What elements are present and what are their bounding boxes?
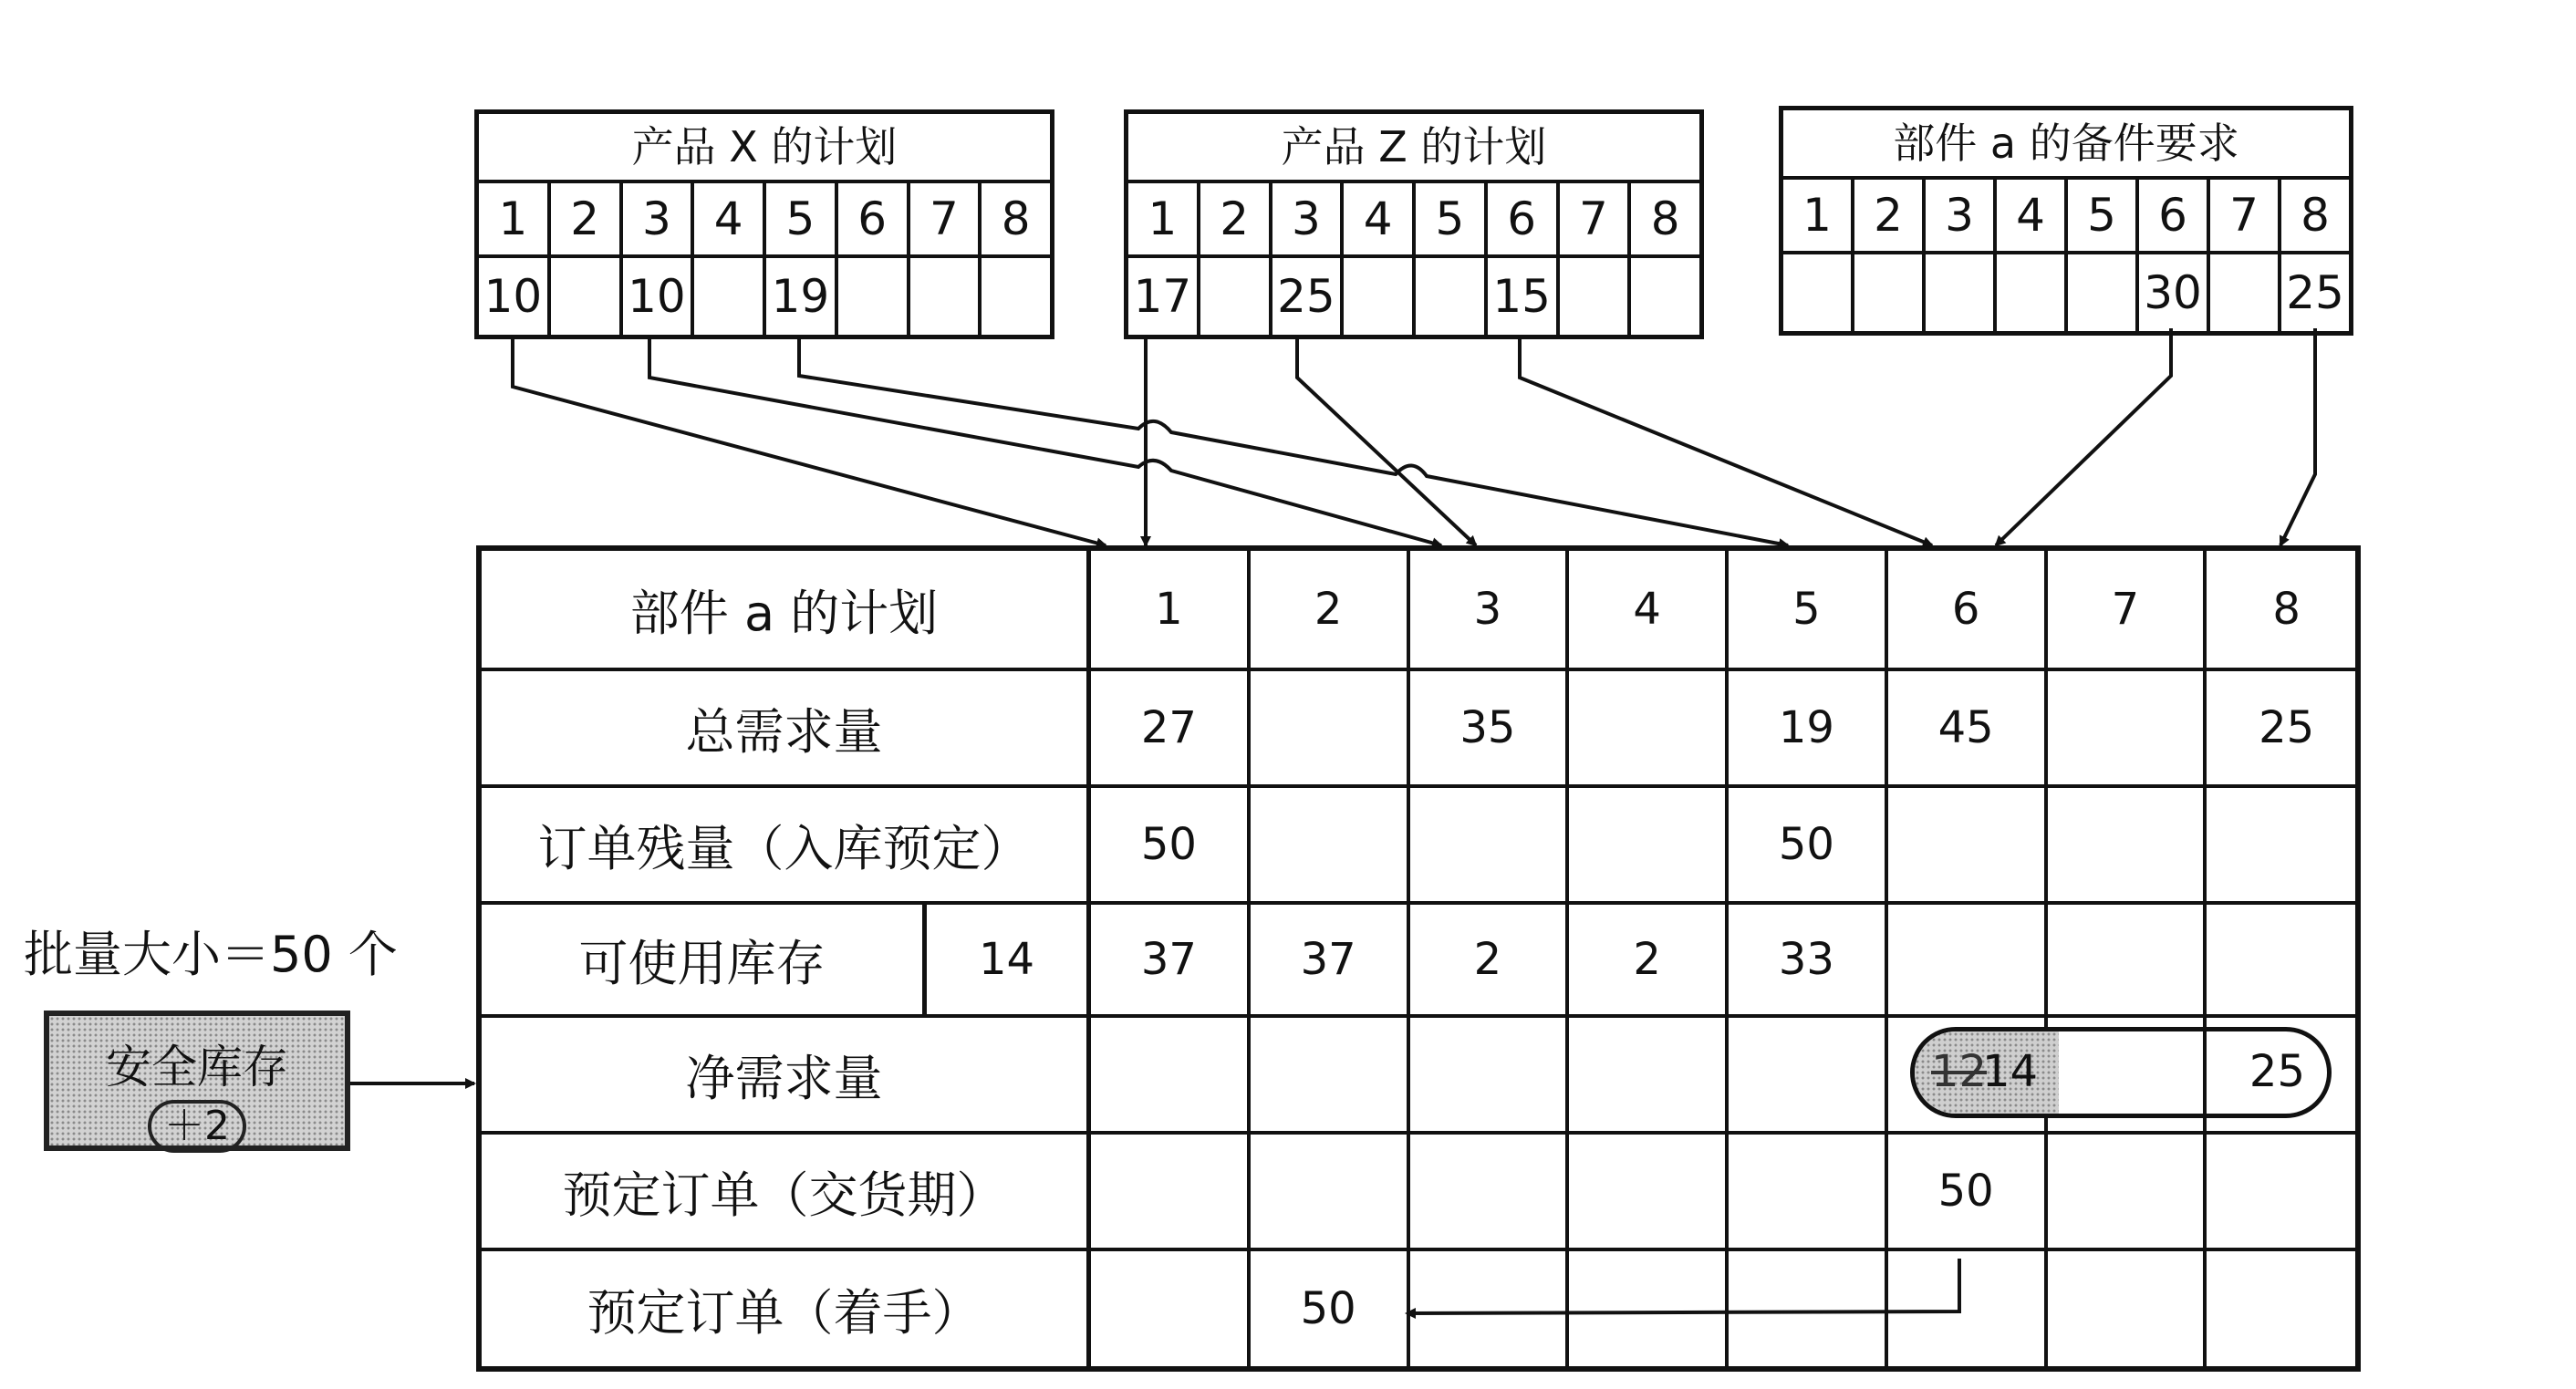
period-cell: 6 [838, 183, 910, 254]
row-value: 45 [1888, 671, 2048, 784]
period-cell: 4 [1997, 180, 2068, 251]
arrow-x1-to-a1 [513, 339, 1106, 545]
period-cell: 7 [910, 183, 982, 254]
value-cell: 17 [1128, 258, 1200, 335]
period-cell: 7 [2210, 180, 2281, 251]
period-cell: 2 [1854, 180, 1926, 251]
schedule-title: 产品 X 的计划 [479, 114, 1050, 183]
arrow-spare8-to-a8 [2280, 328, 2315, 545]
safety-stock-value: ＋2 [148, 1100, 246, 1153]
period-header: 8 [2272, 584, 2301, 635]
struck-value: 12 [1931, 1046, 1988, 1097]
period-cell: 5 [1416, 183, 1488, 254]
period-cell: 2 [1200, 183, 1272, 254]
period-cell: 4 [694, 183, 766, 254]
value-cell: 10 [479, 258, 551, 335]
row-value: 27 [1091, 671, 1251, 784]
period-header: 7 [2048, 551, 2207, 668]
period-cell: 1 [1128, 183, 1200, 254]
period-cell: 3 [623, 183, 695, 254]
value-cell: 10 [623, 258, 695, 335]
period-cell: 4 [1344, 183, 1416, 254]
row-value: 25 [2259, 702, 2315, 753]
schedule-title: 部件 a 的备件要求 [1783, 110, 2349, 180]
period-cell: 5 [766, 183, 838, 254]
period-cell: 7 [1560, 183, 1632, 254]
period-8-value: 25 [2249, 1046, 2305, 1097]
row-value: 50 [1091, 788, 1251, 901]
period-cell: 8 [1650, 192, 1680, 245]
arrow-spare6-to-a6 [1996, 328, 2171, 545]
row-value: 33 [1729, 905, 1888, 1014]
period-header: 4 [1569, 551, 1729, 668]
arrow-offset-lead-time [1407, 1259, 1959, 1313]
table-title: 部件 a 的计划 [482, 551, 1091, 668]
row-value: 37 [1091, 905, 1251, 1014]
arrow-x3-to-a3 [649, 339, 1441, 545]
period-cell: 6 [2139, 180, 2210, 251]
row-value: 19 [1729, 671, 1888, 784]
period-cell: 8 [2301, 189, 2330, 242]
row-value: 2 [1410, 905, 1570, 1014]
schedule-title: 产品 Z 的计划 [1128, 114, 1699, 183]
period-header: 6 [1888, 551, 2048, 668]
period-cell: 2 [551, 183, 623, 254]
safety-stock-label: 安全库存 [106, 1041, 288, 1094]
period-cell: 3 [1926, 180, 1997, 251]
period-header: 1 [1091, 551, 1251, 668]
row-label: 总需求量 [482, 671, 1091, 784]
row-label: 预定订单（着手） [482, 1251, 1091, 1366]
value-cell: 19 [766, 258, 838, 335]
value-cell: 25 [1272, 258, 1345, 335]
lot-size-label: 批量大小＝50 个 [24, 926, 398, 983]
row-value: 35 [1410, 671, 1570, 784]
row-value: 50 [1251, 1251, 1410, 1366]
arrow-x5-to-a5 [799, 339, 1788, 545]
corrected-value: 14 [1982, 1046, 2039, 1097]
period-cell: 3 [1272, 183, 1345, 254]
row-value: 50 [1729, 788, 1888, 901]
arrow-z6-to-a6 [1520, 339, 1932, 545]
period-header: 2 [1251, 551, 1410, 668]
row-label: 预定订单（交货期） [482, 1135, 1091, 1248]
period-header: 5 [1729, 551, 1888, 668]
row-value: 37 [1251, 905, 1410, 1014]
value-cell: 30 [2139, 254, 2210, 331]
row-value: 50 [1888, 1135, 2048, 1248]
value-cell: 15 [1488, 258, 1560, 335]
initial-inventory: 14 [927, 905, 1091, 1014]
row-value: 2 [1569, 905, 1729, 1014]
period-cell: 6 [1488, 183, 1560, 254]
period-cell: 8 [1001, 192, 1031, 245]
period-header: 3 [1410, 551, 1570, 668]
row-label: 净需求量 [482, 1018, 1091, 1131]
period-cell: 5 [2068, 180, 2139, 251]
row-label: 可使用库存 [482, 905, 927, 1014]
period-cell: 1 [1783, 180, 1854, 251]
period-cell: 1 [479, 183, 551, 254]
value-cell: 25 [2286, 266, 2344, 319]
row-label: 订单残量（入库预定） [482, 788, 1091, 901]
